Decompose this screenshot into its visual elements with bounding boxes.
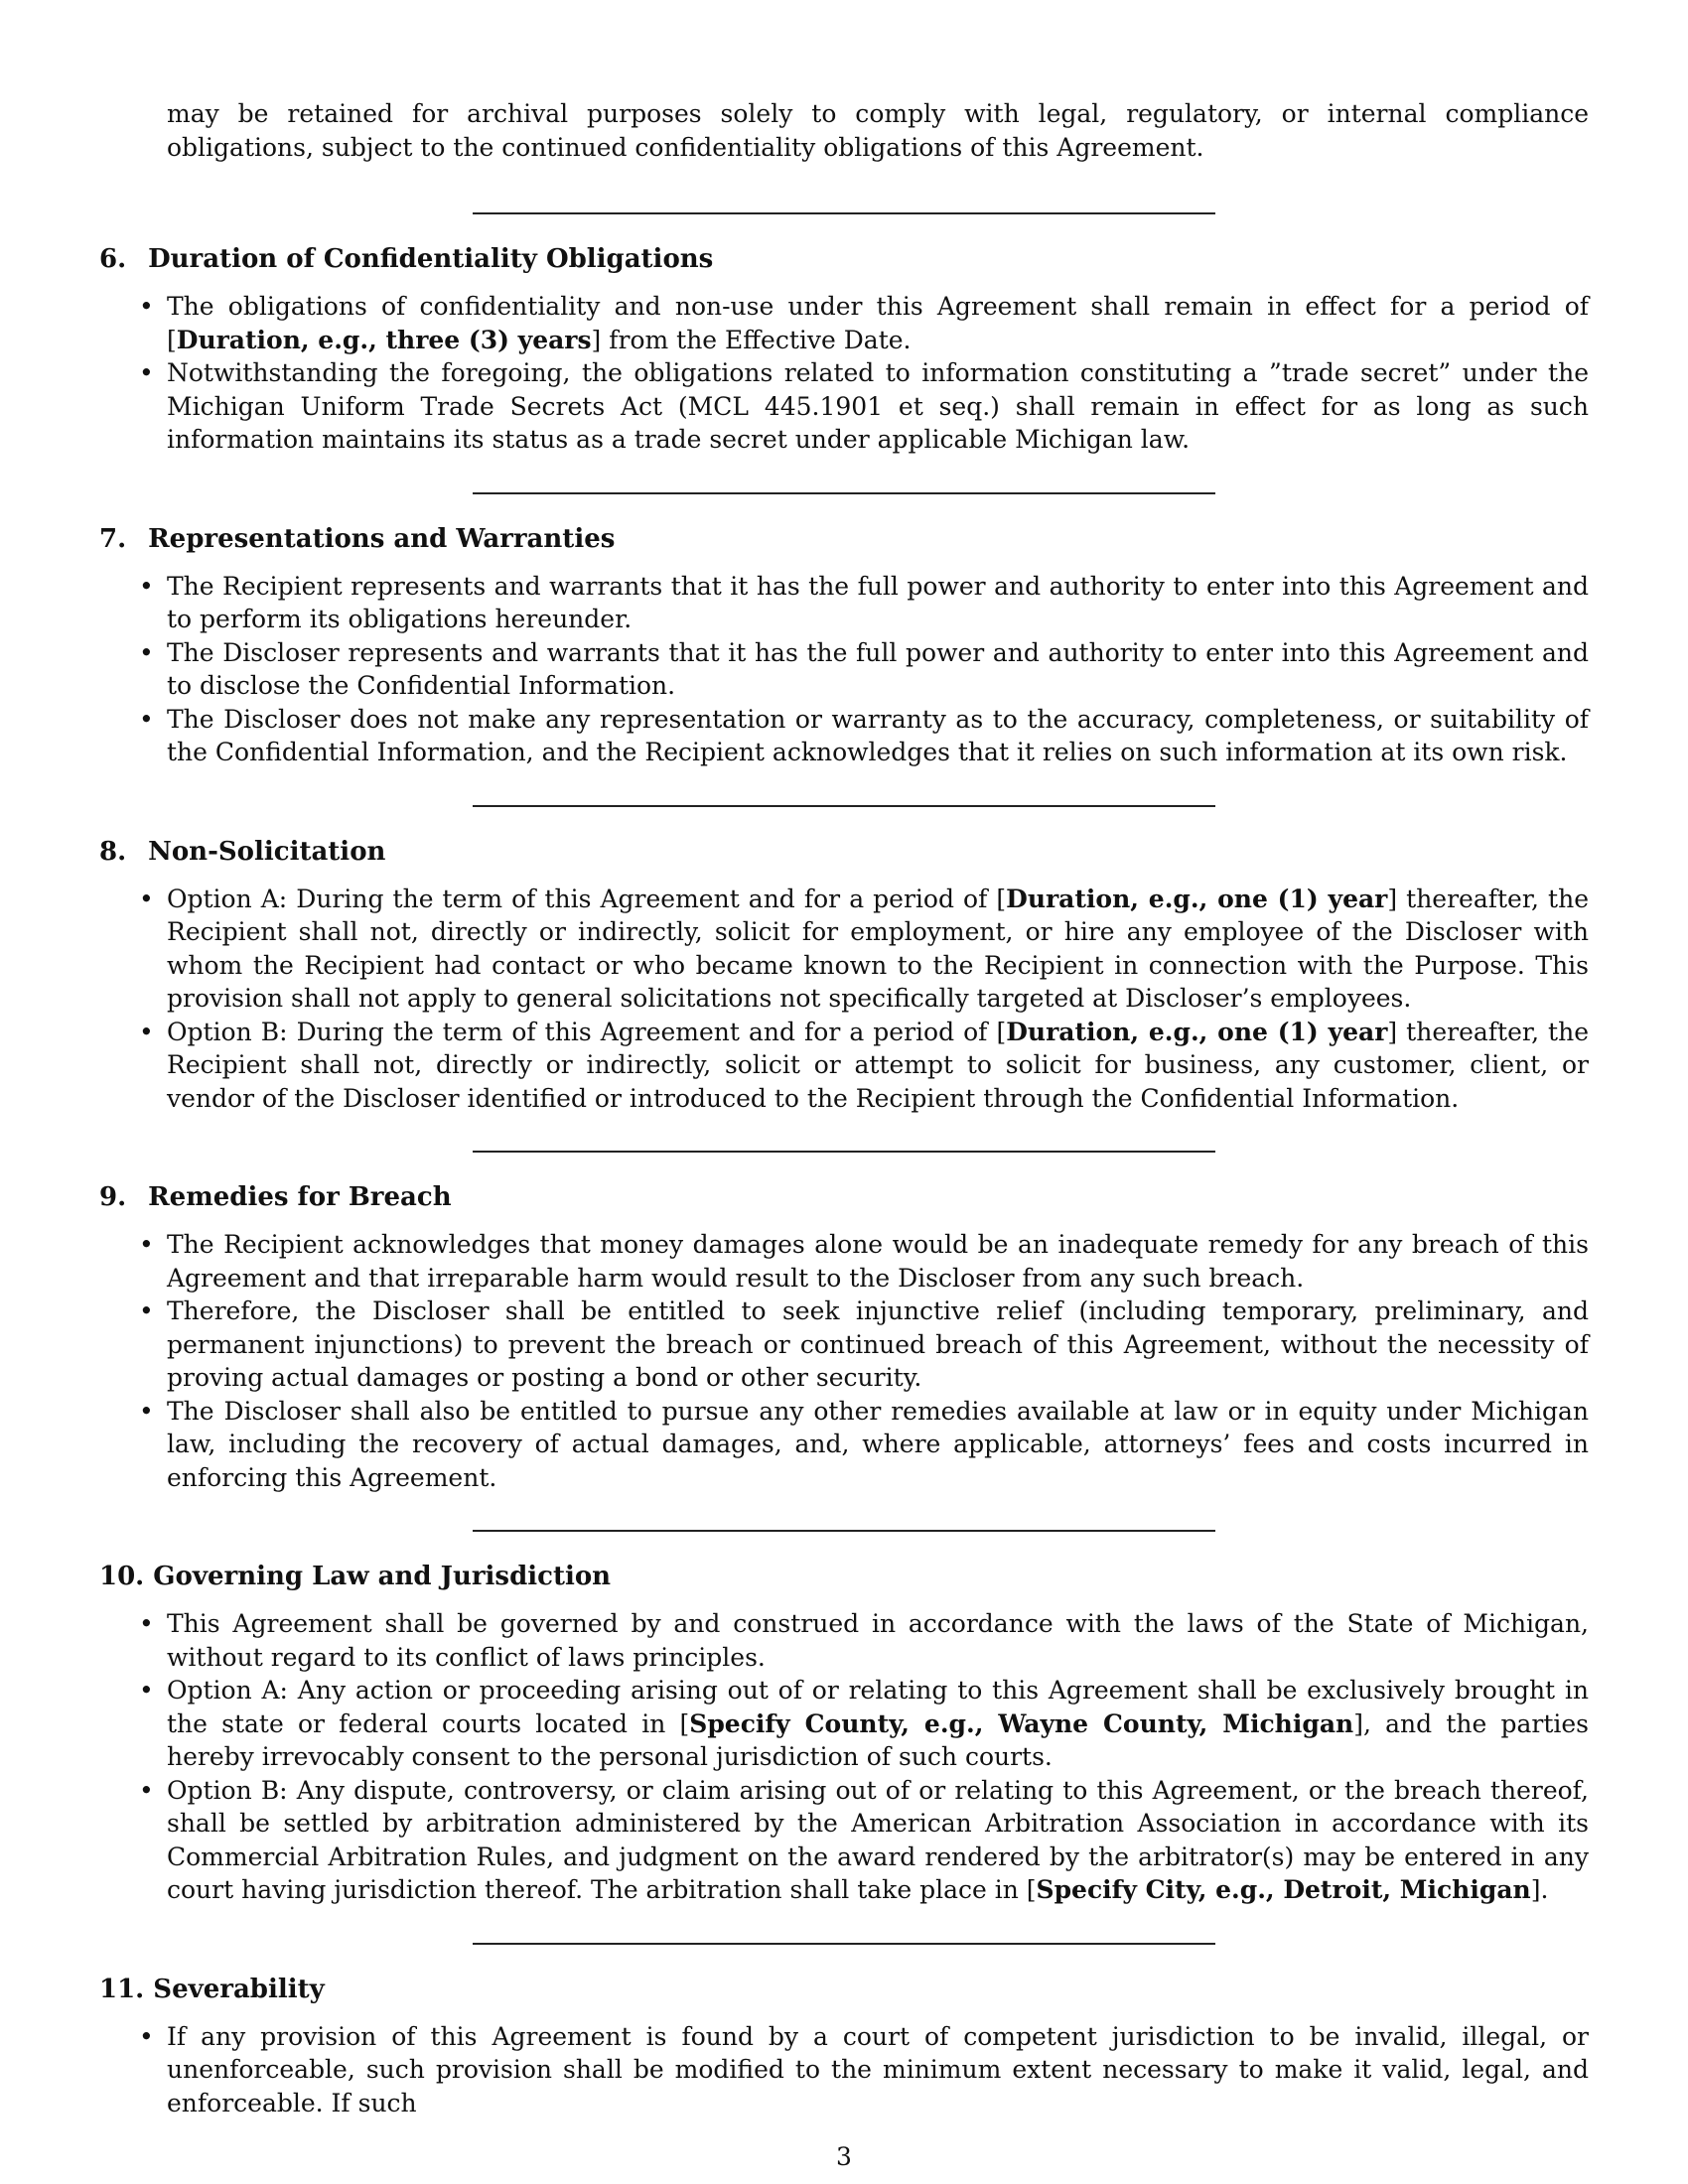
placeholder-text: Duration, e.g., one (1) year: [1006, 884, 1388, 913]
item-text: ], and the parties hereby irrevocably consent to the personal jurisdiction of such courts.: [167, 1708, 1589, 1771]
section-7-heading: [99, 522, 1589, 556]
bullet-icon: •: [139, 358, 154, 387]
list-item: [139, 636, 1589, 703]
section-8-list: [99, 883, 1589, 1116]
bullet-icon: •: [139, 1297, 154, 1325]
section-divider: [473, 805, 1215, 807]
section-7-list: [99, 570, 1589, 769]
item-text: The Discloser represents and warrants that it has the full power and authority to enter into this Agreement and to disclose the Confidential Information.: [167, 637, 1589, 700]
section-9-heading: [99, 1180, 1589, 1214]
bullet-icon: •: [139, 1676, 154, 1705]
section-title: Duration of Confidentiality Obligations: [148, 244, 714, 274]
item-text: The Recipient represents and warrants that it has the full power and authority to enter into this Agreement and to perform its obligations hereunder.: [167, 571, 1589, 633]
item-text: The obligations of confidentiality and non-use under this Agreement shall remain in effect for a period of [: [167, 292, 1589, 354]
item-text: The Discloser does not make any representation or warranty as to the accuracy, completeness, or suitability of the Confidential Information, and the Recipient acknowledges that it relies on such information at its own risk.: [167, 704, 1589, 766]
section-title: Remedies for Breach: [148, 1182, 452, 1212]
item-text: Option A: During the term of this Agreement and for a period of [: [167, 884, 1007, 913]
list-item: [139, 1607, 1589, 1674]
list-item: [139, 1774, 1589, 1907]
placeholder-text: Specify City, e.g., Detroit, Michigan: [1036, 1875, 1531, 1904]
section-title: Severability: [153, 1974, 325, 2004]
item-text: ].: [1530, 1875, 1549, 1904]
section-divider: [473, 1530, 1215, 1532]
bullet-icon: •: [139, 1017, 154, 1046]
section-divider: [473, 492, 1215, 494]
section-number: 6.: [99, 244, 127, 274]
bullet-icon: •: [139, 1230, 154, 1259]
list-item: [139, 1016, 1589, 1116]
section-number: 11.: [99, 1974, 145, 2004]
list-item: [139, 883, 1589, 1016]
item-text: The Recipient acknowledges that money damages alone would be an inadequate remedy for any breach of this Agreement and that irreparable harm would result to the Discloser from any such breach.: [167, 1230, 1589, 1293]
section-divider: [473, 1151, 1215, 1153]
list-item: [139, 1228, 1589, 1295]
list-item: [139, 1395, 1589, 1495]
section-title: Governing Law and Jurisdiction: [153, 1562, 612, 1591]
section-number: 10.: [99, 1562, 145, 1591]
bullet-icon: •: [139, 1609, 154, 1638]
section-divider: [473, 212, 1215, 214]
item-text: Notwithstanding the foregoing, the obligations related to information constituting a ”trade secret” under the Michigan Uniform Trade Secrets Act (MCL 445.1901 et seq.) shall remain in effect for as long as such information maintains its status as a trade secret under applicable Michigan law.: [167, 358, 1589, 454]
section-number: 7.: [99, 523, 127, 554]
section-10-list: [99, 1607, 1589, 1907]
section-divider: [473, 1943, 1215, 1945]
page-number: 3: [836, 2142, 852, 2171]
section-6-list: [99, 290, 1589, 457]
placeholder-text: Duration, e.g., one (1) year: [1006, 1017, 1388, 1046]
section-title: Representations and Warranties: [148, 523, 616, 554]
section-number: 9.: [99, 1182, 127, 1212]
bullet-icon: •: [139, 2021, 154, 2051]
bullet-icon: •: [139, 292, 154, 321]
item-text: Therefore, the Discloser shall be entitled to seek injunctive relief (including temporary, preliminary, and permanent injunctions) to prevent the breach or continued breach of this Agreement, without the necessity of proving actual damages or posting a bond or other security.: [167, 1297, 1589, 1392]
section-title: Non-Solicitation: [148, 836, 386, 867]
bullet-icon: •: [139, 1396, 154, 1426]
section-6-heading: [99, 242, 1589, 276]
placeholder-text: Specify County, e.g., Wayne County, Michigan: [689, 1708, 1354, 1738]
bullet-icon: •: [139, 884, 154, 913]
list-item: [139, 290, 1589, 356]
list-item: [139, 570, 1589, 636]
item-text: ] from the Effective Date.: [591, 325, 912, 354]
list-item: [139, 1674, 1589, 1774]
bullet-icon: •: [139, 571, 154, 601]
item-text: Option B: Any dispute, controversy, or claim arising out of or relating to this Agreement, or the breach thereof, shall be settled by arbitration administered by the American Arbitration Association in accordance with its Commercial Arbitration Rules, and judgment on the award rendered by the arbitrator(s) may be entered in any court having jurisdiction thereof. The arbitration shall take place in [: [167, 1775, 1589, 1904]
item-text: This Agreement shall be governed by and construed in accordance with the laws of the State of Michigan, without regard to its conflict of laws principles.: [167, 1609, 1589, 1672]
item-text: Option A: Any action or proceeding arising out of or relating to this Agreement shall be exclusively brought in the state or federal courts located in [: [167, 1676, 1589, 1738]
item-text: Option B: During the term of this Agreement and for a period of [: [167, 1017, 1007, 1046]
list-item: [139, 2020, 1589, 2120]
section-10-heading: [99, 1560, 1589, 1593]
list-item: [139, 703, 1589, 769]
item-text: If any provision of this Agreement is found by a court of competent jurisdiction to be invalid, illegal, or unenforceable, such provision shall be modified to the minimum extent necessary to make it valid, legal, and enforceable. If such: [167, 2021, 1589, 2117]
bullet-icon: •: [139, 704, 154, 734]
intro-paragraph: may be retained for archival purposes solely to comply with legal, regulatory, or internal compliance obligations, subject to the continued confidentiality obligations of this Agreement.: [167, 99, 1589, 162]
section-number: 8.: [99, 836, 127, 867]
list-item: [139, 1295, 1589, 1395]
bullet-icon: •: [139, 1775, 154, 1805]
list-item: [139, 356, 1589, 457]
section-11-list: [99, 2020, 1589, 2120]
item-text: ] thereafter, the Recipient shall not, directly or indirectly, solicit or attempt to solicit for business, any customer, client, or vendor of the Discloser identified or introduced to the Recipient through the Confidential Information.: [167, 1017, 1589, 1113]
bullet-icon: •: [139, 637, 154, 667]
placeholder-text: Duration, e.g., three (3) years: [176, 325, 592, 354]
item-text: ] thereafter, the Recipient shall not, directly or indirectly, solicit for employment, or hire any employee of the Discloser with whom the Recipient had contact or who became known to the Recipient in connection with the Purpose. This provision shall not apply to general solicitations not specifically targeted at Discloser’s employees.: [167, 884, 1589, 1013]
section-8-heading: [99, 835, 1589, 869]
item-text: The Discloser shall also be entitled to pursue any other remedies available at law or in equity under Michigan law, including the recovery of actual damages, and, where applicable, attorneys’ fees and costs incurred in enforcing this Agreement.: [167, 1396, 1589, 1492]
section-11-heading: [99, 1973, 1589, 2006]
section-9-list: [99, 1228, 1589, 1494]
